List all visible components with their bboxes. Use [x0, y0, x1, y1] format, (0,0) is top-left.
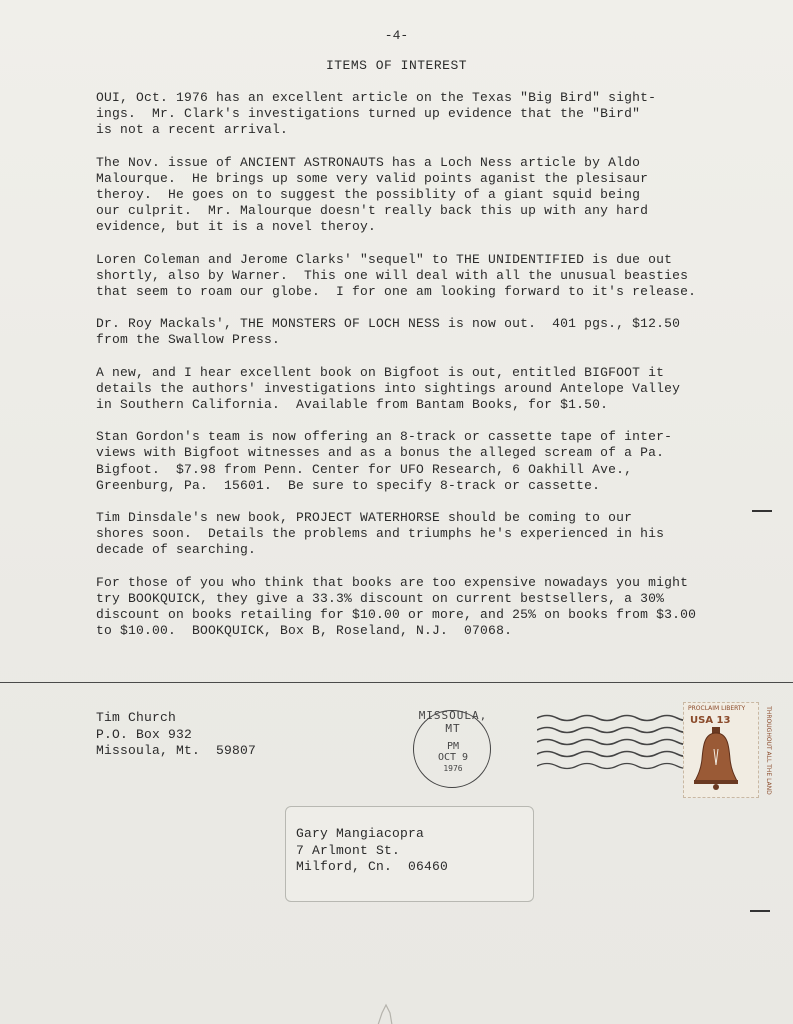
page-number: -4-	[384, 28, 409, 43]
text-line: A new, and I hear excellent book on Bigfoot is out, entitled BIGFOOT it	[96, 364, 665, 380]
text-line: shores soon. Details the problems and triumphs he's experienced in his	[96, 526, 665, 542]
text-line: our culprit. Mr. Malourque doesn't really back this up with any hard	[96, 203, 649, 219]
text-line: Dr. Roy Mackals', THE MONSTERS OF LOCH NESS is now out. 401 pgs., $12.50	[96, 316, 681, 332]
text-line: Bigfoot. $7.98 from Penn. Center for UFO Research, 6 Oakhill Ave.,	[96, 461, 633, 477]
paragraph-bookquick	[96, 575, 746, 640]
text-line: Tim Dinsdale's new book, PROJECT WATERHORSE should be coming to our	[96, 510, 633, 526]
text-line: Greenburg, Pa. 15601. Be sure to specify 8-track or cassette.	[96, 477, 601, 493]
paragraph-loch-ness-book	[96, 316, 746, 348]
text-line: details the authors' investigations into sightings around Antelope Valley	[96, 380, 681, 396]
text-line: evidence, but it is a novel theroy.	[96, 219, 377, 235]
text-line: from the Swallow Press.	[96, 332, 281, 348]
article-body	[96, 90, 746, 655]
text-line: For those of you who think that books are too expensive nowadays you might	[96, 574, 689, 590]
postmark	[408, 705, 498, 795]
recipient-address	[296, 826, 448, 876]
paragraph-unidentified-sequel	[96, 252, 746, 301]
postmark-year: 1976	[443, 764, 463, 773]
text-line: The Nov. issue of ANCIENT ASTRONAUTS has a Loch Ness article by Aldo	[96, 154, 641, 170]
text-line: OUI, Oct. 1976 has an excellent article on the Texas "Big Bird" sight-	[96, 90, 657, 105]
stamp-top-text: PROCLAIM LIBERTY	[688, 705, 746, 712]
recipient-line: Gary Mangiacopra	[296, 826, 425, 841]
text-line: ings. Mr. Clark's investigations turned up evidence that the "Bird"	[96, 106, 641, 122]
stamp-side-text: THROUGHOUT ALL THE LAND	[764, 706, 772, 795]
text-line: discount on books retailing for $10.00 or more, and 25% on books from $3.00	[96, 607, 697, 623]
text-line: to $10.00. BOOKQUICK, Box B, Roseland, N.J. 07068.	[96, 623, 513, 639]
stamp-denomination: USA 13	[690, 715, 731, 726]
text-line: shortly, also by Warner. This one will deal with all the unusual beasties	[96, 267, 689, 283]
text-line: try BOOKQUICK, they give a 33.3% discount on current bestsellers, a 30%	[96, 590, 665, 606]
recipient-line: 7 Arlmont St.	[296, 842, 401, 858]
paragraph-ancient-astronauts	[96, 155, 746, 236]
paper-tear	[370, 985, 400, 1024]
return-address-line: Missoula, Mt. 59807	[96, 743, 257, 758]
paragraph-oui	[96, 90, 746, 139]
postmark-city: MISSOULA, MT	[418, 709, 488, 735]
return-address-line: Tim Church	[96, 710, 177, 725]
text-line: in Southern California. Available from Bantam Books, for $1.50.	[96, 397, 609, 413]
punch-mark	[750, 910, 770, 912]
text-line: Loren Coleman and Jerome Clarks' "sequel" to THE UNIDENTIFIED is due out	[96, 251, 673, 267]
text-line: is not a recent arrival.	[96, 122, 289, 138]
paragraph-bigfoot-book	[96, 365, 746, 414]
return-address-line: P.O. Box 932	[96, 726, 193, 742]
text-line: views with Bigfoot witnesses and as a bonus the alleged scream of a Pa.	[96, 445, 665, 461]
recipient-line: Milford, Cn. 06460	[296, 859, 449, 874]
cancellation-wavy-lines	[537, 712, 697, 782]
page-heading: ITEMS OF INTEREST	[325, 58, 468, 73]
text-line: Stan Gordon's team is now offering an 8-track or cassette tape of inter-	[96, 429, 673, 445]
text-line: decade of searching.	[96, 542, 257, 558]
text-line: that seem to roam our globe. I for one am looking forward to it's release.	[96, 284, 697, 300]
postmark-time: PM	[446, 741, 460, 752]
punch-mark	[752, 510, 772, 512]
return-address	[96, 710, 256, 760]
postmark-date: OCT 9	[437, 752, 469, 763]
paragraph-project-waterhorse	[96, 510, 746, 559]
text-line: Malourque. He brings up some very valid points aganist the plesisaur	[96, 170, 649, 186]
paragraph-bigfoot-tape	[96, 429, 746, 494]
text-line: theroy. He goes on to suggest the possiblity of a giant squid being	[96, 187, 641, 203]
liberty-bell-icon	[692, 725, 740, 791]
fold-line	[0, 682, 793, 683]
postage-stamp	[683, 702, 772, 798]
